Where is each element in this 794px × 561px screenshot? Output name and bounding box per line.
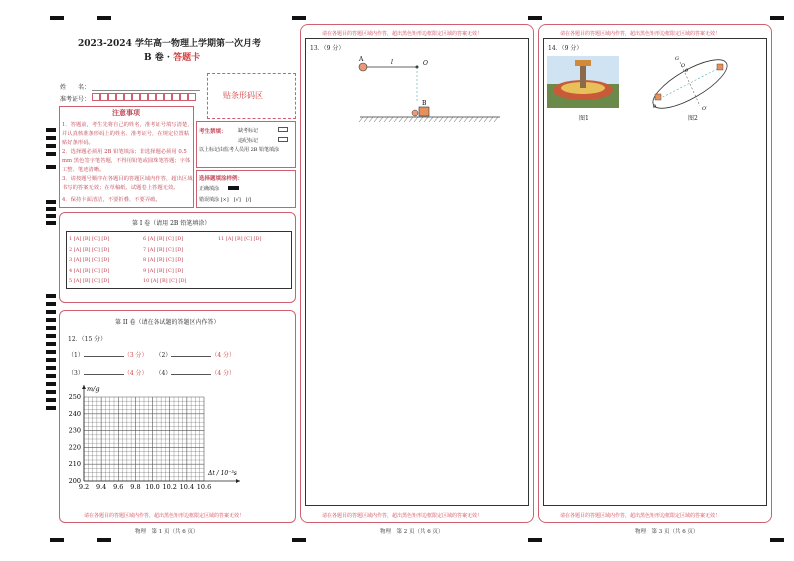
fig2-caption: 图2 [688, 115, 698, 122]
ticket-digit-box[interactable] [172, 93, 180, 101]
missing-checkbox[interactable] [278, 127, 288, 132]
timing-mark [46, 390, 56, 394]
q12-2-blank[interactable] [171, 356, 211, 357]
ball-small [412, 110, 418, 116]
hatch-line [404, 117, 408, 122]
timing-mark [46, 326, 56, 330]
ticket-digit-box[interactable] [100, 93, 108, 101]
hatch-line [429, 117, 433, 122]
hatch-line [374, 117, 378, 122]
hatch-line [489, 117, 493, 122]
hatch-line [464, 117, 468, 122]
timing-mark [46, 165, 56, 169]
y-axis-label: m/g [87, 385, 100, 393]
ball-a [359, 63, 367, 71]
absent-label: 考生禁填： [199, 129, 227, 135]
warn-p3-top: 请在各题目的答题区域内作答，超出黑色矩形边框限定区域的答案无效！ [560, 31, 721, 37]
seat-left [655, 94, 661, 100]
timing-mark [46, 334, 56, 338]
q12-1-num: （1） [68, 352, 84, 359]
hatch-line [379, 117, 383, 122]
q12-4-score: （4 分） [211, 370, 236, 377]
timing-mark [46, 207, 56, 211]
q12-3-blank[interactable] [84, 374, 124, 375]
block-b [419, 107, 429, 116]
barcode-label: 贴条形码区 [223, 91, 263, 100]
timing-mark [46, 366, 56, 370]
warn-p2-top: 请在各题目的答题区域内作答，超出黑色矩形边框限定区域的答案无效！ [322, 31, 483, 37]
mc-question-row[interactable]: 3 [A] [B] [C] [D] [69, 257, 110, 263]
timing-mark [46, 136, 56, 140]
x-tick-label: 9.4 [95, 483, 107, 491]
violation-label: 违纪标记 [238, 138, 259, 144]
mc-question-row[interactable]: 1 [A] [B] [C] [D] [69, 236, 110, 242]
q12-2-num: （2） [155, 352, 172, 359]
hatch-line [454, 117, 458, 122]
timing-mark [46, 152, 56, 156]
subtitle-red: 答题卡 [173, 53, 201, 63]
hatch-line [474, 117, 478, 122]
q12-2-score: （4 分） [211, 352, 236, 359]
disc-ellipse [647, 52, 734, 112]
ride-top [575, 60, 591, 66]
x-tick-label: 10.2 [162, 483, 177, 491]
hatch-line [449, 117, 453, 122]
fig2-g: G [675, 56, 679, 62]
ground-hatch [359, 117, 498, 122]
x-tick-label: 10.4 [179, 483, 195, 491]
timing-mark [46, 342, 56, 346]
mc-question-row[interactable]: 6 [A] [B] [C] [D] [143, 236, 184, 242]
q12-line1 [68, 350, 235, 359]
timing-mark [46, 221, 56, 225]
fig-l-label: l [391, 59, 393, 66]
hatch-line [359, 117, 363, 122]
hatch-line [409, 117, 413, 122]
q12-1-blank[interactable] [84, 356, 124, 357]
q14-label: 14．（9 分） [548, 45, 583, 52]
ticket-digit-box[interactable] [108, 93, 116, 101]
page-subtitle [144, 50, 200, 63]
timing-mark [46, 318, 56, 322]
timing-mark [46, 128, 56, 132]
warn-p3-bottom: 请在各题目的答题区域内作答，超出黑色矩形边框限定区域的答案无效！ [560, 513, 721, 519]
x-tick-label: 10.6 [196, 483, 212, 491]
y-axis-arrow [82, 385, 86, 389]
hatch-line [444, 117, 448, 122]
mc-question-row[interactable]: 5 [A] [B] [C] [D] [69, 278, 110, 284]
bottom-mark-5 [770, 538, 784, 542]
top-mark-2 [97, 16, 111, 20]
fig-o-label: O [423, 60, 428, 67]
fig2-image [645, 52, 735, 112]
hatch-line [394, 117, 398, 122]
hatch-line [494, 117, 498, 122]
ticket-digit-box[interactable] [116, 93, 124, 101]
warn-p2-bottom: 请在各题目的答题区域内作答，超出黑色矩形边框限定区域的答案无效！ [322, 513, 483, 519]
bottom-mark-2 [97, 538, 111, 542]
timing-mark [46, 310, 56, 314]
hatch-line [364, 117, 368, 122]
timing-mark [46, 374, 56, 378]
q13-figure [355, 55, 505, 125]
fig1-image [547, 56, 619, 108]
ticket-digit-box[interactable] [132, 93, 140, 101]
ticket-digit-box[interactable] [92, 93, 100, 101]
timing-mark [46, 398, 56, 402]
missing-label: 缺考标记 [238, 128, 259, 134]
y-tick-label: 210 [68, 460, 81, 469]
notice-item-4: 4．保持卡面清洁，不要折叠、不要弄破。 [62, 197, 161, 203]
q12-1-score: （3 分） [123, 352, 148, 359]
timing-mark [46, 144, 56, 148]
ticket-label: 准考证号： [60, 96, 91, 103]
footer-p2: 物理 第 2 页（共 6 页） [380, 529, 444, 535]
q12-4-num: （4） [155, 370, 172, 377]
hatch-line [484, 117, 488, 122]
q12-3-score: （4 分） [123, 370, 148, 377]
mc-question-row[interactable]: 7 [A] [B] [C] [D] [143, 246, 184, 253]
mc-question-row[interactable]: 9 [A] [B] [C] [D] [143, 267, 184, 274]
x-axis-label: Δt / 10⁻³s [208, 470, 237, 477]
ticket-digit-box[interactable] [148, 93, 156, 101]
wrong-label: 错误填涂 [×] [√] [/] [199, 197, 252, 203]
name-underline[interactable] [92, 90, 200, 91]
q12-line2 [68, 368, 235, 377]
x-tick-label: 9.2 [78, 483, 90, 491]
hatch-line [419, 117, 423, 122]
q12-4-blank[interactable] [171, 374, 211, 375]
name-label: 姓 名： [60, 84, 91, 91]
part2-title: 第 II 卷（请在各试题的答题区内作答） [115, 319, 220, 326]
hatch-line [439, 117, 443, 122]
sample-label: 选择题填涂样例： [199, 176, 244, 182]
page-title: 2023-2024 学年高一物理上学期第一次月考 [78, 39, 261, 49]
hatch-line [399, 117, 403, 122]
notice-item-1: 1．答题前，考生先将自己的姓名，准考证号填写清楚，并认真核准条形码上的姓名、准考证号，在规定位置粘贴好条形码。 [62, 122, 193, 146]
y-tick-label: 220 [68, 443, 81, 452]
q13-label: 13．（9 分） [310, 45, 345, 52]
notice-title: 注意事项 [112, 108, 140, 117]
seat-right [717, 64, 723, 70]
hatch-line [369, 117, 373, 122]
hatch-line [384, 117, 388, 122]
notice-item-3: 3．请按题号顺序在各题目的答题区域内作答，超出区域书写的答案无效；在草稿纸、试题卷上答题无效。 [62, 176, 193, 191]
ticket-digit-box[interactable] [188, 93, 196, 101]
x-tick-label: 10.0 [145, 483, 160, 491]
fig2-o: O [681, 63, 686, 69]
fig2-theta: θ [685, 68, 689, 74]
mc-question-row[interactable]: 4 [A] [B] [C] [D] [69, 267, 110, 274]
hatch-line [479, 117, 483, 122]
correct-fill-sample [228, 186, 239, 190]
correct-label: 正确填涂 [199, 186, 220, 192]
y-tick-label: 230 [68, 426, 81, 435]
bottom-mark-4 [528, 538, 542, 542]
footer-p1: 物理 第 1 页（共 6 页） [135, 529, 199, 535]
q12-label: 12．（15 分） [68, 336, 107, 343]
q12-3-num: （3） [68, 370, 84, 377]
part1-title: 第 I 卷（请用 2B 铅笔填涂） [132, 220, 211, 227]
x-tick-label: 9.8 [130, 483, 141, 491]
ticket-digit-box[interactable] [180, 93, 188, 101]
ticket-digit-box[interactable] [156, 93, 164, 101]
top-mark-5 [770, 16, 784, 20]
y-tick-label: 240 [68, 409, 81, 418]
y-tick-label: 200 [68, 477, 81, 485]
fig2-oprime: O′ [702, 106, 708, 112]
footer-p3: 物理 第 3 页（共 6 页） [635, 529, 699, 535]
hatch-line [459, 117, 463, 122]
fig-a-label: A [359, 56, 364, 63]
warn-p1: 请在各题目的答题区域内作答，超出黑色矩形边框限定区域的答案无效！ [84, 513, 245, 519]
mc-question-row[interactable]: 10 [A] [B] [C] [D] [143, 278, 187, 284]
bottom-mark-3 [292, 538, 306, 542]
notice-item-2: 2．选择题必须用 2B 铅笔填涂；非选择题必须用 0.5 mm 黑色签字笔答题，不得用铅笔或圆珠笔答题；字体工整、笔迹清晰。 [62, 149, 191, 173]
top-mark-1 [50, 16, 64, 20]
top-mark-3 [292, 16, 306, 20]
timing-mark [46, 358, 56, 362]
fig2-beta: θ [653, 104, 657, 110]
mc-question-row[interactable]: 8 [A] [B] [C] [D] [143, 257, 184, 263]
timing-mark [46, 200, 56, 204]
timing-mark [46, 350, 56, 354]
top-mark-4 [528, 16, 542, 20]
radius-dash [659, 68, 719, 99]
hatch-line [389, 117, 393, 122]
hatch-line [434, 117, 438, 122]
y-tick-label: 250 [68, 393, 81, 401]
mc-question-row[interactable]: 2 [A] [B] [C] [D] [69, 246, 110, 253]
bottom-mark-1 [50, 538, 64, 542]
x-axis-arrow [236, 479, 240, 483]
q12-chart [60, 380, 260, 495]
timing-mark [46, 214, 56, 218]
ticket-digit-box[interactable] [124, 93, 132, 101]
ticket-digit-box[interactable] [164, 93, 172, 101]
timing-mark [46, 382, 56, 386]
timing-mark [46, 302, 56, 306]
hatch-line [424, 117, 428, 122]
hatch-line [414, 117, 418, 122]
timing-mark [46, 406, 56, 410]
absent-note: 以上标记由监考人员用 2B 铅笔填涂 [199, 147, 280, 153]
timing-mark [46, 294, 56, 298]
x-tick-label: 9.6 [113, 483, 124, 491]
fig-b-label: B [422, 100, 427, 107]
fig1-caption: 图1 [579, 115, 589, 122]
violation-checkbox[interactable] [278, 137, 288, 142]
subtitle-prefix: B 卷 · [144, 53, 174, 63]
ticket-digit-box[interactable] [140, 93, 148, 101]
mc-question-row[interactable]: 11 [A] [B] [C] [D] [218, 236, 262, 242]
hatch-line [469, 117, 473, 122]
